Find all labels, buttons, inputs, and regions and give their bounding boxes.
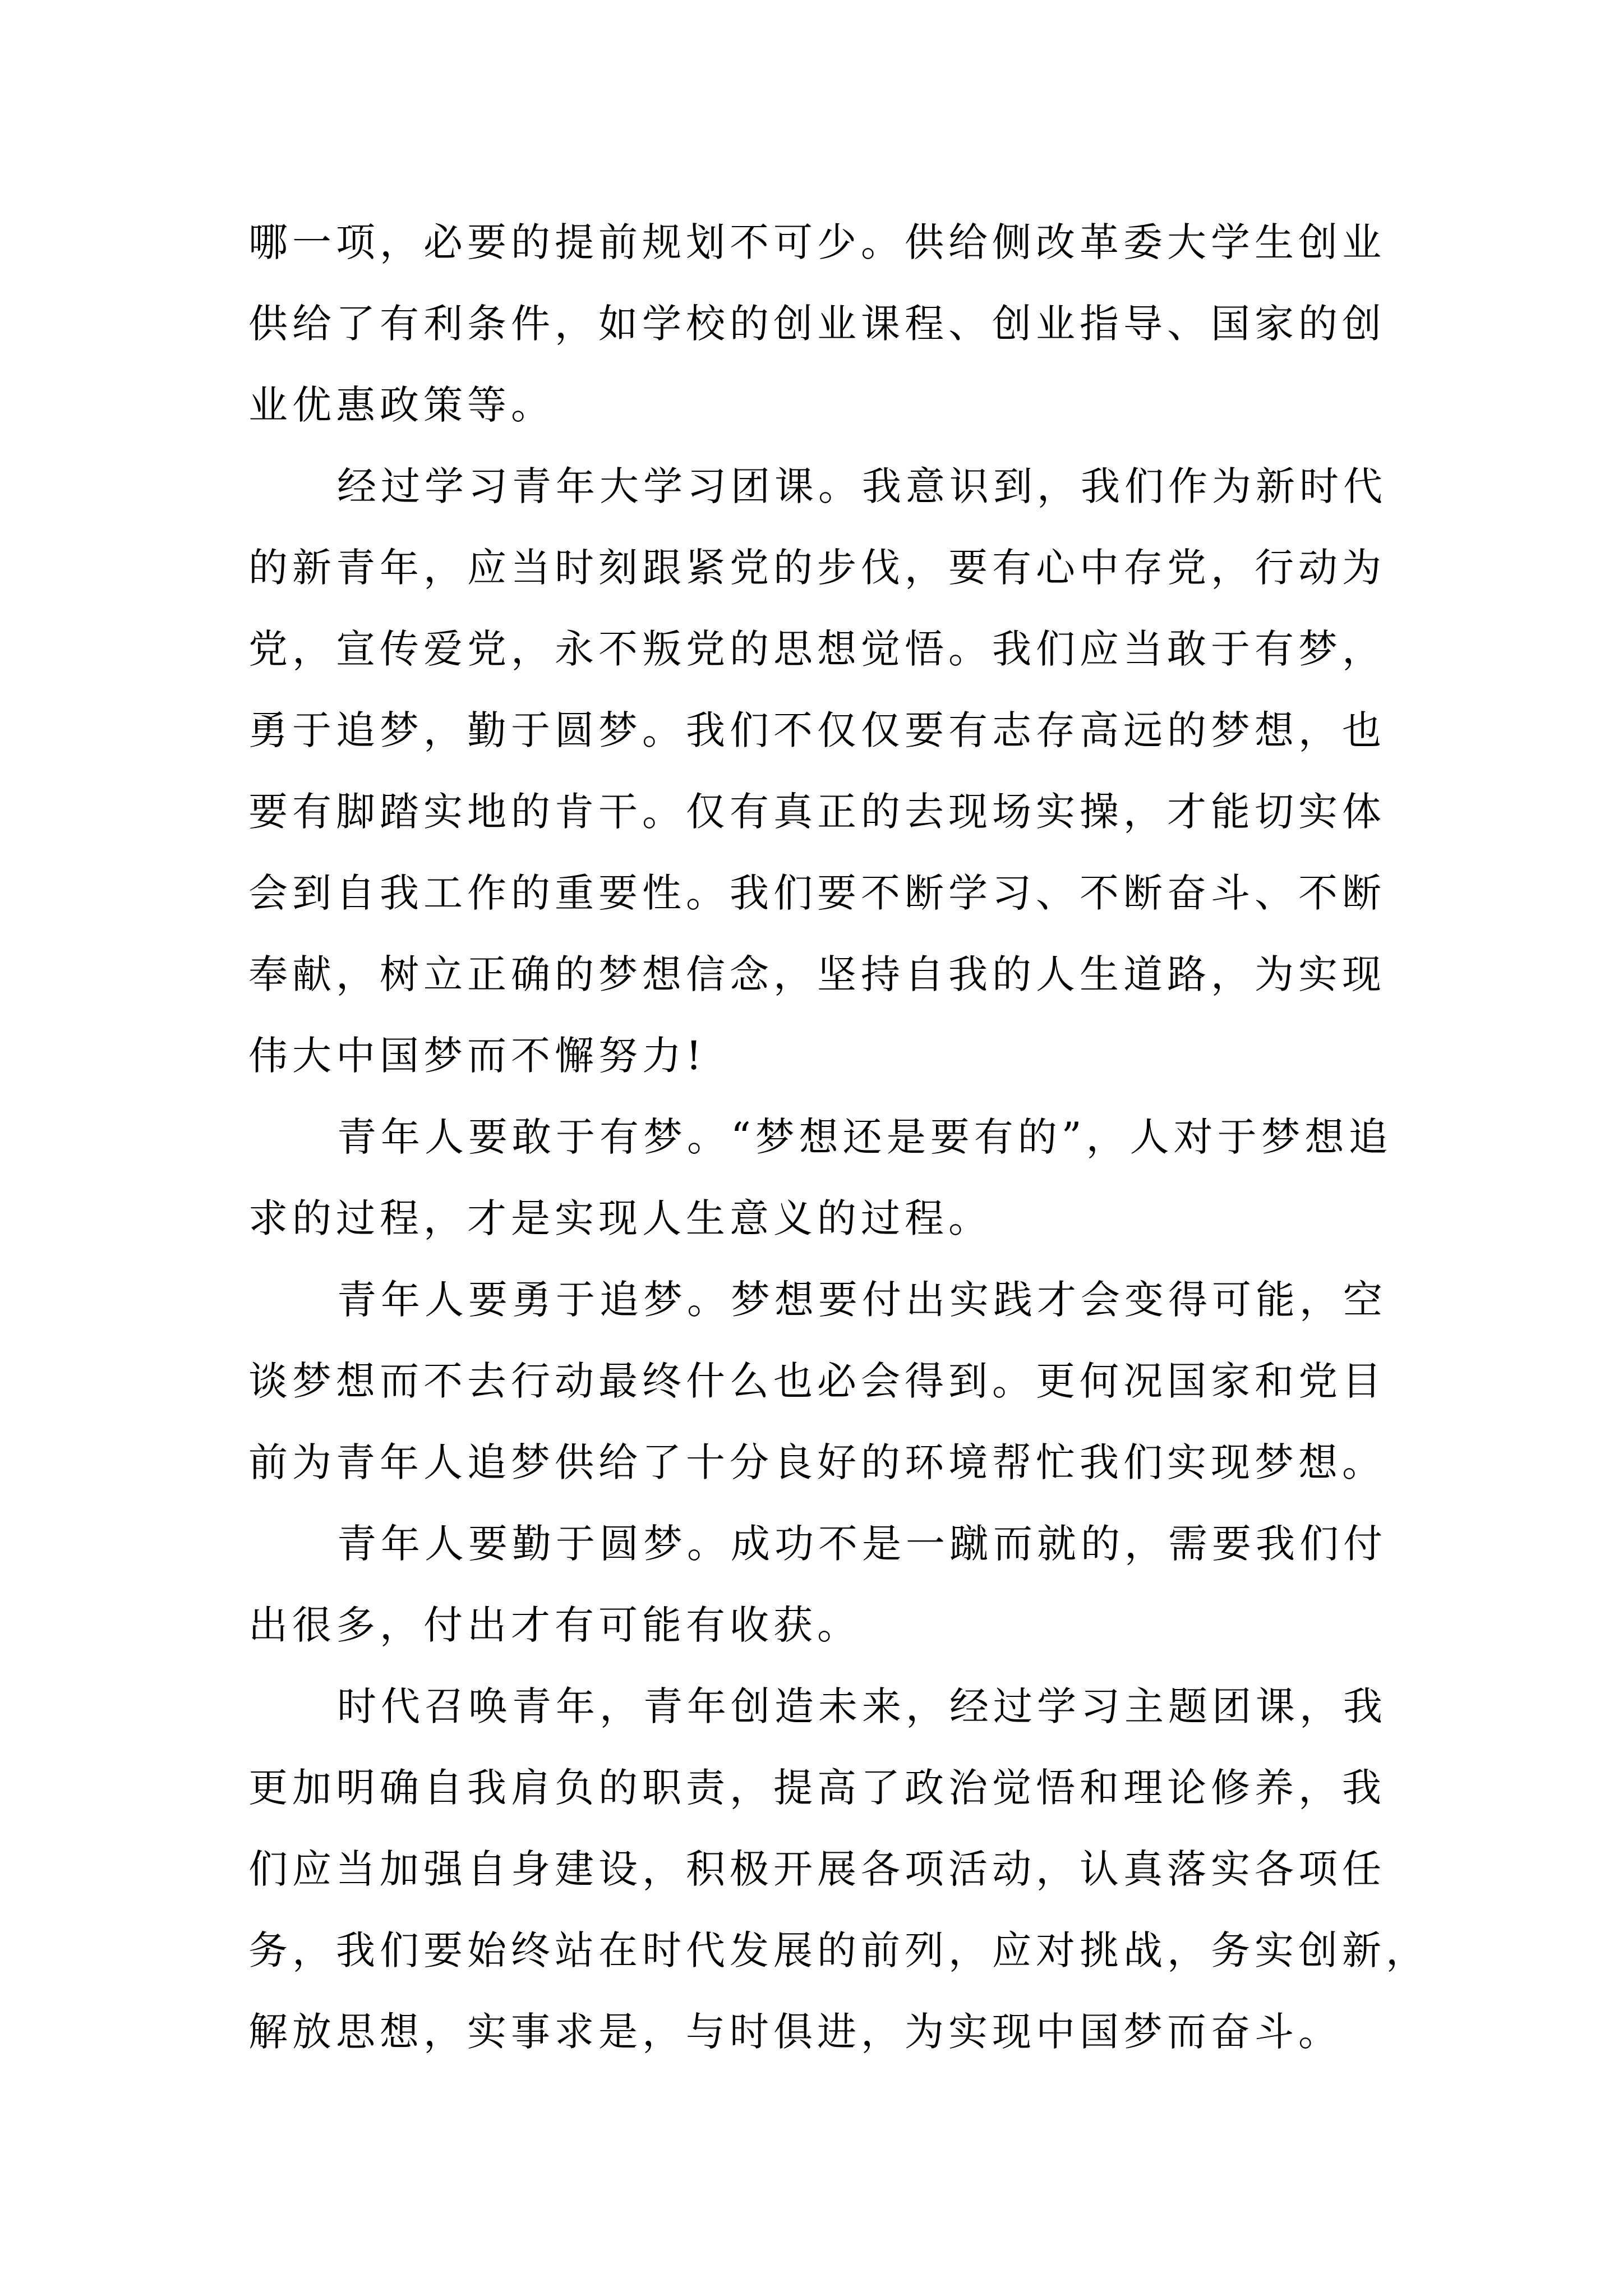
text-line: 的新青年，应当时刻跟紧党的步伐，要有心中存党，行动为 — [248, 545, 1386, 591]
text-line: 供给了有利条件，如学校的创业课程、创业指导、国家的创 — [248, 301, 1386, 347]
text-line: 会到自我工作的重要性。我们要不断学习、不断奋斗、不断 — [248, 870, 1386, 916]
text-line: 更加明确自我肩负的职责，提高了政治觉悟和理论修养，我 — [248, 1765, 1386, 1811]
text-line: 哪一项，必要的提前规划不可少。供给侧改革委大学生创业 — [248, 219, 1386, 265]
text-line: 出很多，付出才有可能有收获。 — [248, 1602, 861, 1648]
text-line: 解放思想，实事求是，与时俱进，为实现中国梦而奋斗。 — [248, 2009, 1342, 2055]
text-line: 青年人要敢于有梦。“梦想还是要有的”，人对于梦想追 — [337, 1114, 1393, 1160]
paragraph — [248, 1666, 1430, 2073]
paragraph — [248, 1259, 1393, 1503]
text-line: 奉献，树立正确的梦想信念，坚持自我的人生道路，为实现 — [248, 951, 1386, 997]
paragraph — [248, 1503, 1393, 1666]
paragraph — [248, 202, 1393, 446]
text-line: 求的过程，才是实现人生意义的过程。 — [248, 1195, 992, 1241]
text-line: 党，宣传爱党，永不叛党的思想觉悟。我们应当敢于有梦， — [248, 626, 1386, 672]
paragraph — [248, 1097, 1393, 1259]
text-line: 务，我们要始终站在时代发展的前列，应对挑战，务实创新， — [248, 1927, 1430, 1973]
text-line: 谈梦想而不去行动最终什么也必会得到。更何况国家和党目 — [248, 1358, 1386, 1404]
text-line: 青年人要勇于追梦。梦想要付出实践才会变得可能，空 — [337, 1277, 1387, 1323]
text-line: 们应当加强自身建设，积极开展各项活动，认真落实各项任 — [248, 1846, 1386, 1892]
text-line: 前为青年人追梦供给了十分良好的环境帮忙我们实现梦想。 — [248, 1439, 1386, 1485]
document-body — [248, 202, 1430, 2073]
text-line: 勇于追梦，勤于圆梦。我们不仅仅要有志存高远的梦想，也 — [248, 707, 1386, 753]
text-line: 业优惠政策等。 — [248, 382, 555, 428]
text-line: 经过学习青年大学习团课。我意识到，我们作为新时代 — [337, 463, 1387, 509]
text-line: 青年人要勤于圆梦。成功不是一蹴而就的，需要我们付 — [337, 1521, 1387, 1567]
text-line: 要有脚踏实地的肯干。仅有真正的去现场实操，才能切实体 — [248, 789, 1386, 835]
text-line: 伟大中国梦而不懈努力! — [248, 1033, 707, 1079]
text-line: 时代召唤青年，青年创造未来，经过学习主题团课，我 — [337, 1683, 1387, 1729]
paragraph — [248, 446, 1393, 1097]
